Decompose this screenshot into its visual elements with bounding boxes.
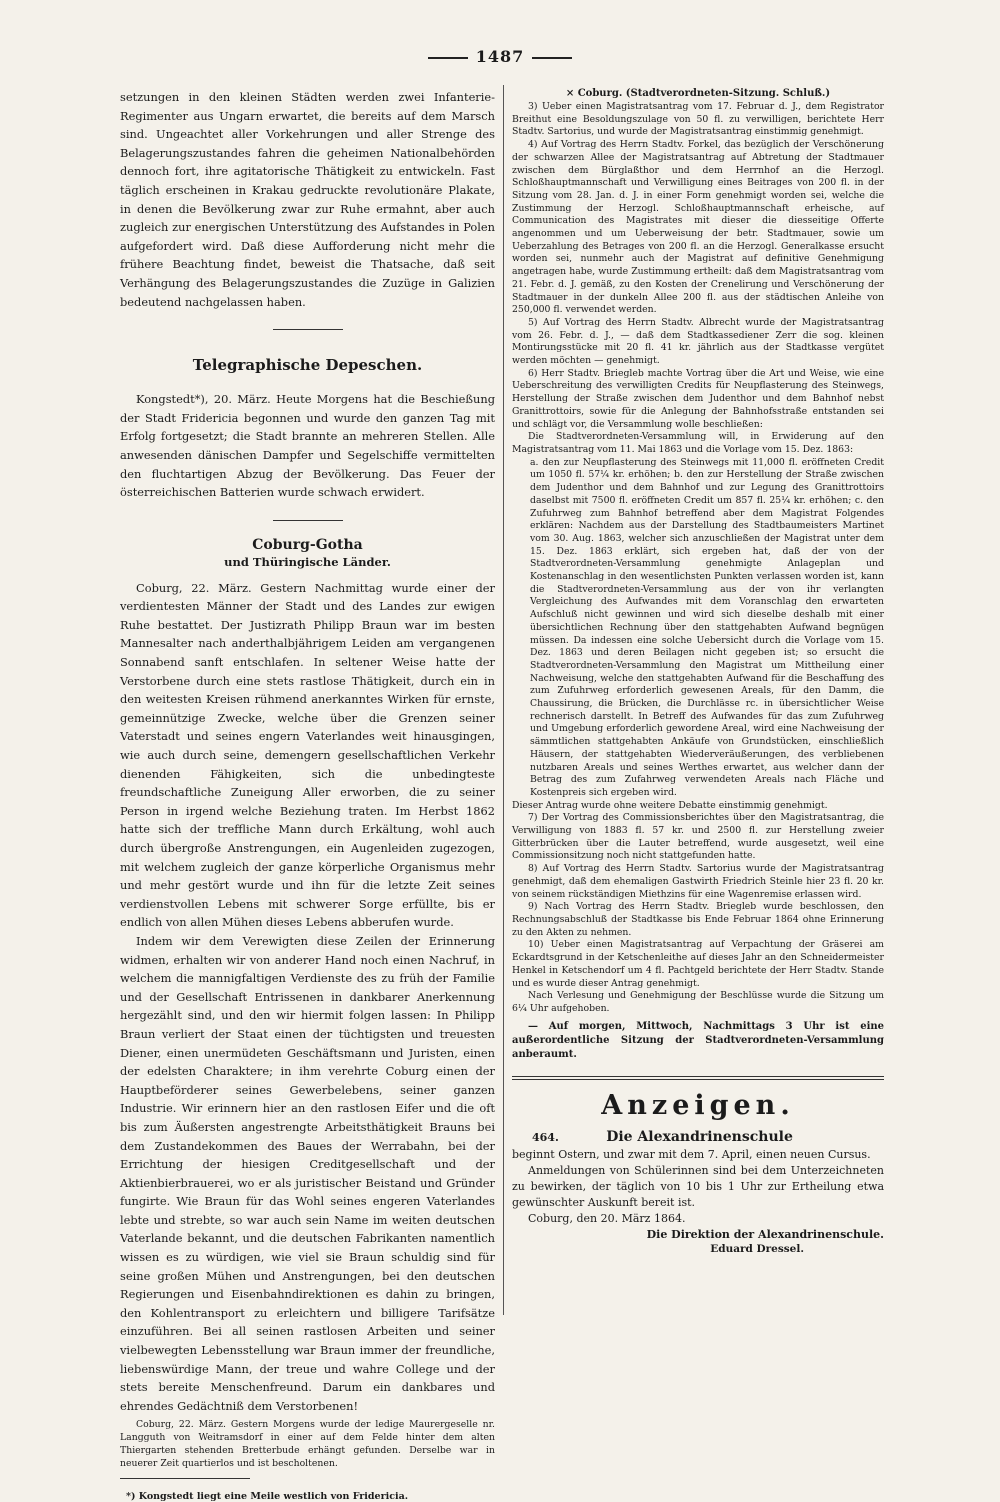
resolution-body: a. den zur Neupflasterung des Steinwegs mit 11,000 fl. eröffneten Credit um 1050 fl. 57¼ kr. erhöhen; b. den zur Herstellung der Straße zwischen dem Judenthor und dem Bahnhof und zur Legung des Granittrottoirs daselbst mit 7500 fl. eröffneten Credit um 857 fl. 25¼ kr. erhöhen; c. den Zufuhrweg zum Bahnhof betreffend aber dem Magistrat Folgendes erklären: Nachdem aus der Darstellung des Stadtbaumeisters Martinet vom 30. Aug. 1863, welcher sich anzuschließen der Magistrat unter dem 15. Dez. 1863 erklärt, sich ergeben hat, daß der von der Stadtverordneten-Versammlung genehmigte Anlageplan und Kostenanschlag in den wesentlichsten Punkten verlassen worden ist, kann die Stadtverordneten-Versammlung aus der von ihr verlangten Vergleichung des Aufwandes mit dem Voranschlag den erwarteten Aufschluß nicht gewinnen und wird sich dieselbe deshalb mit einer übersichtlichen Rechnung über den stattgehabten Aufwand begnügen müssen. Da indessen eine solche Uebersicht durch die Vorlage vom 15. Dez. 1863 und deren Beilagen nicht gegeben ist; so ersucht die Stadtverordneten-Versammlung den Magistrat um Mittheilung einer Nachweisung, welche den stattgehabten Aufwand für die Beschaffung des zum Zufuhrweg erforderlich gewesenen Areals, für den Damm, die Chaussirung, die Brücken, die Durchlässe rc. in übersichtlicher Weise rechnerisch darstellt. In Betreff des Aufwandes für das zum Zufuhrweg und Umgebung erforderlich gewordene Areal, wird eine Nachweisung der sämmtlichen stattgehabten Ankäufe von Grundstücken, einschließlich Häusern, der stattgehabten Wiederveräußerungen, des verbliebenen nutzbaren Areals und seines Werthes erwartet, aus welcher dann der Betrag des zum Zufahrweg verwendeten Areals nach Fläche und Kostenpreis sich ergeben wird.: [530, 456, 884, 798]
ad-text-1: beginnt Ostern, und zwar mit dem 7. April, einen neuen Cursus.: [512, 1147, 871, 1161]
ads-double-rule: [512, 1076, 884, 1080]
coburg-subheading: und Thüringische Länder.: [224, 554, 391, 569]
ad-date: Coburg, den 20. März 1864.: [528, 1211, 686, 1225]
ad-signature-name: Eduard Dressel.: [710, 1242, 804, 1255]
resolution-intro: Die Stadtverordneten-Versammlung will, in Erwiderung auf den Magistratsantrag vom 11. Mai 1863 und die Vorlage vom 15. Dez. 1863:: [512, 431, 884, 455]
item-4: 4) Auf Vortrag des Herrn Stadtv. Forkel, das bezüglich der Verschönerung der schwarzen Allee der Magistratsantrag auf Abtretung der Stadtmauer zwischen dem Bürglaßthor und dem Herrnhof an die Herzogl. Schloßhauptmannschaft und Verwilligung eines Beitrages von 200 fl. in der Sitzung vom 28. Jan. d. J. in einer Form genehmigt worden sei, welche die Zustimmung der Herzogl. Schloßhauptmannschaft erheische, auf Communication des Magistrates mit dieser die diesseitige Offerte angenommen und um Ueberweisung der betr. Stadtmauer, sowie um Ueberzahlung des Betrages von 200 fl. an die Herzogl. Generalkasse ersucht worden sei, nunmehr auch der Magistrat auf definitive Genehmigung angetragen habe, wurde Zustimmung ertheilt: daß dem Magistratsantrag vom 21. Febr. d. J. gemäß, zu den Kosten der Crenelirung und Verschönerung der Stadtmauer in der dunkeln Allee 200 fl. aus der städtischen Anleihe von 250,000 fl. verwendet werden.: [512, 139, 884, 316]
ads-heading: Anzeigen.: [601, 1089, 795, 1121]
resolution-vote: Dieser Antrag wurde ohne weitere Debatte einstimmig genehmigt.: [512, 799, 828, 811]
page-number: 1487: [420, 47, 580, 66]
coburg-paragraph-3: Coburg, 22. März. Gestern Morgens wurde der ledige Maurergeselle nr. Langguth von Weitramsdorf in einer auf dem Felde hinter dem alten Thiergarten stehenden Bretterbude erhängt gefunden. Derselbe war in neuerer Zeit quartierlos und ist bescholtenen.: [120, 1419, 495, 1469]
footnote-rule: [120, 1478, 250, 1479]
item-9: 9) Nach Vortrag des Herrn Stadtv. Briegleb wurde beschlossen, den Rechnungsabschluß der Stadtkasse bis Ende Februar 1864 ohne Erinnerung zu den Akten zu nehmen.: [512, 901, 884, 938]
left-column: [120, 88, 495, 1502]
coburg-heading: Coburg-Gotha: [252, 536, 363, 553]
item-3: 3) Ueber einen Magistratsantrag vom 17. Februar d. J., dem Registrator Breithut eine Besoldungszulage von 50 fl. zu verwilligen, berichtete Herr Stadtv. Sartorius, und wurde der Magistratsantrag einstimmig genehmigt.: [512, 101, 884, 138]
running-head: × Coburg. (Stadtverordneten-Sitzung. Schluß.): [565, 88, 831, 99]
ad-number: 464.: [532, 1130, 559, 1144]
intro-paragraph: setzungen in den kleinen Städten werden zwei Infanterie-Regimenter aus Ungarn erwartet, die bereits auf dem Marsch sind. Ungeachtet aller Vorkehrungen und aller Strenge des Belagerungszustandes fahren die geheimen Nationalbehörden dennoch fort, ihre agitatorische Thätigkeit zu entwickeln. Fast täglich erscheinen in Krakau gedruckte revolutionäre Plakate, in denen die Bevölkerung zwar zur Ruhe ermahnt, aber auch zugleich zur energischen Unterstützung des Aufstandes in Polen aufgefordert wird. Daß diese Aufforderung nicht mehr die frühere Beachtung findet, beweist die Thatsache, daß seit Verhängung des Belagerungszustandes die Zuzüge in Galizien bedeutend nachgelassen haben.: [120, 90, 495, 309]
telegraph-text: Kongstedt*), 20. März. Heute Morgens hat die Beschießung der Stadt Fridericia begonnen und wurde den ganzen Tag mit Erfolg fortgesetzt; die Stadt brannte an mehreren Stellen. Alle anwesenden dänischen Dampfer und Segelschiffe vermittelten den fluchtartigen Abzug der Bevölkerung. Das Feuer der österreichischen Batterien wurde schwach erwidert.: [120, 392, 495, 500]
ad-title: Die Alexandrinenschule: [606, 1128, 793, 1145]
footnote: *) Kongstedt liegt eine Meile westlich von Fridericia.: [126, 1491, 409, 1502]
ad-title-line: [512, 1129, 884, 1145]
section-divider: [273, 520, 343, 521]
column-divider: [503, 85, 504, 1315]
coburg-paragraph-2: Indem wir dem Verewigten diese Zeilen der Erinnerung widmen, erhalten wir von anderer Hand noch einen Nachruf, in welchem die mannigfaltigen Verdienste des zu früh der Familie und der Gesellschaft Entrissenen in dankbarer Anerkennung hergezählt sind, und den wir hiermit folgen lassen: In Philipp Braun verliert der Staat einen der tüchtigsten und treuesten Diener, einen unermüdeten Geschäftsmann und Juristen, einen der edelsten Charaktere; in ihm verehrte Coburg einen der Hauptbeförderer seines Gewerbelebens, seiner ganzen Industrie. Wir erinnern hier an den rastlosen Eifer und die oft bis zum Äußersten angestrengte Arbeitsthätigkeit Brauns bei dem Zustandekommen des Baues der Werrabahn, bei der Errichtung der hiesigen Creditgesellschaft und der Aktienbierbrauerei, wo er als juristischer Beistand und Gründer fungirte. Wie Braun für das Wohl seines engeren Vaterlandes lebte und strebte, so war auch sein Name im weiten deutschen Vaterlande bekannt, und die deutschen Fabrikanten namentlich wissen es zu würdigen, wie viel sie Braun schuldig sind für seine großen Mühen und Anstrengungen, bei den deutschen Regierungen und Eisenbahndirektionen es dahin zu bringen, den Kohlentransport zu erleichtern und billigere Tarifsätze einzuführen. Bei all seinen rastlosen Arbeiten und seiner vielbewegten Lebensstellung war Braun immer der freundliche, liebenswürdige Mann, der treue und wahre College und der stets bereite Menschenfreund. Darum ein dankbares und ehrendes Gedächtniß dem Verstorbenen!: [120, 933, 495, 1413]
item-6: 6) Herr Stadtv. Briegleb machte Vortrag über die Art und Weise, wie eine Ueberschreitung des verwilligten Credits für Neupflasterung des Steinwegs, Herstellung der Straße zwischen dem Judenthor und dem Bahnhof nebst Granittrottoirs, sowie für die Anlegung der Bahnhofsstraße entstanden sei und schlägt vor, die Versammlung wolle beschließen:: [512, 367, 884, 430]
coburg-paragraph-1: Coburg, 22. März. Gestern Nachmittag wurde einer der verdientesten Männer der Stadt und des Landes zur ewigen Ruhe bestattet. Der Justizrath Philipp Braun war im besten Mannesalter nach anderthalbjährigem Leiden am vergangenen Sonnabend sanft entschlafen. In seltener Weise hatte der Verstorbene durch eine stets rastlose Thätigkeit, durch ein in den weitesten Kreisen rühmend anerkanntes Wirken für ernste, gemeinnützige Zwecke, welche über die Grenzen seiner Vaterstadt und seines engern Vaterlandes weit hinausgingen, wie auch durch seine, demengern gesellschaftlichen Verkehr dienenden Fähigkeiten, sich die unbedingteste freundschaftliche Zuneigung Aller erworben, die zu seiner Person in irgend welche Beziehung traten. Im Herbst 1862 hatte sich der treffliche Mann durch Erkältung, wohl auch durch übergroße Anstrengungen, ein Augenleiden zugezogen, mit welchem zugleich der ganze körperliche Organismus mehr und mehr gestört wurde und ihn für die letzte Zeit seines verdienstvollen Lebens mit schwerer Sorge erfüllte, bis er endlich von allen Mühen dieses Lebens abberufen wurde.: [120, 580, 495, 930]
right-column: [512, 88, 884, 1255]
ad-signature-direction: Die Direktion der Alexandrinenschule.: [646, 1227, 884, 1241]
item-8: 8) Auf Vortrag des Herrn Stadtv. Sartorius wurde der Magistratsantrag genehmigt, daß dem ehemaligen Gastwirth Friedrich Steinle hier 23 fl. 20 kr. von seinem rückständigen Miethzins für eine Wagenremise erlassen wird.: [512, 863, 884, 900]
telegraph-heading: Telegraphische Depeschen.: [192, 356, 423, 375]
extraordinary-session-notice: — Auf morgen, Mittwoch, Nachmittags 3 Uhr ist eine außerordentliche Sitzung der Stadtverordneten-Versammlung anberaumt.: [512, 1020, 884, 1060]
item-5: 5) Auf Vortrag des Herrn Stadtv. Albrecht wurde der Magistratsantrag vom 26. Febr. d. J., — daß dem Stadtkassediener Zerr die sog. kleinen Montirungsstücke mit 20 fl. 41 kr. jährlich aus der Stadtkasse vergütet werden möchten — genehmigt.: [512, 316, 884, 367]
item-7: 7) Der Vortrag des Commissionsberichtes über den Magistratsantrag, die Verwilligung von 1883 fl. 57 kr. und 2500 fl. zur Herstellung zweier Gitterbrücken über die Lauter betreffend, wurde ausgesetzt, weil eine Commissionsitzung noch nicht stattgefunden hatte.: [512, 812, 884, 862]
section-divider: [273, 329, 343, 330]
session-closing: Nach Verlesung und Genehmigung der Beschlüsse wurde die Sitzung um 6¼ Uhr aufgehoben.: [512, 990, 884, 1014]
ad-text-2: Anmeldungen von Schülerinnen sind bei dem Unterzeichneten zu bewirken, der täglich von 10 bis 1 Uhr zur Ertheilung etwa gewünschter Auskunft bereit ist.: [512, 1163, 884, 1209]
item-10: 10) Ueber einen Magistratsantrag auf Verpachtung der Gräserei am Eckardtsgrund in der Ketschenleithe auf dieses Jahr an den Schneidermeister Henkel in Ketschendorf um 4 fl. Pachtgeld berichtete der Herr Stadtv. Stande und es wurde dieser Antrag genehmigt.: [512, 939, 884, 989]
